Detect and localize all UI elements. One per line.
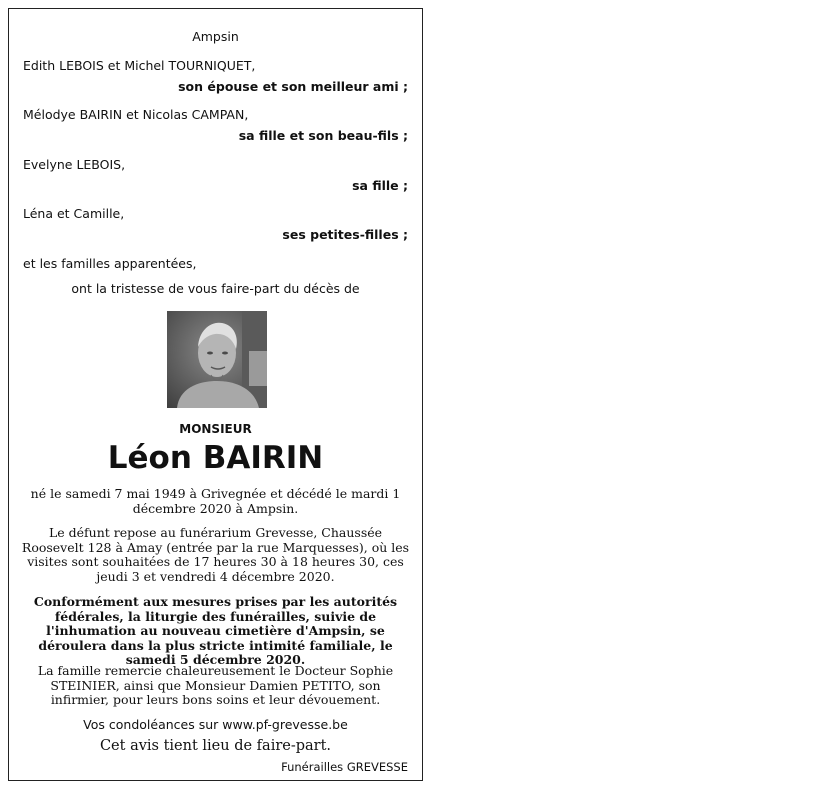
announce-line: ont la tristesse de vous faire-part du décès de xyxy=(71,281,360,296)
family-relation-3: sa fille ; xyxy=(352,178,408,193)
family-relation-2: sa fille et son beau-fils ; xyxy=(238,128,408,143)
thanks-text: La famille remercie chaleureusement le Docteur Sophie STEINIER, ainsi que Monsieur Damien PETITO, son infirmier, pour leurs bons soins et leur dévouement. xyxy=(37,663,394,707)
family-names-1: Edith LEBOIS et Michel TOURNIQUET, xyxy=(23,58,256,73)
family-names-4: Léna et Camille, xyxy=(23,206,125,221)
family-relation-1: son épouse et son meilleur ami ; xyxy=(178,79,408,94)
funeral-home-footer: Funérailles GREVESSE xyxy=(281,760,408,774)
deceased-title: MONSIEUR xyxy=(179,422,252,436)
notice-line: Cet avis tient lieu de faire-part. xyxy=(99,738,332,754)
condolences-line: Vos condoléances sur www.pf-grevesse.be xyxy=(83,717,348,732)
visitation-text: Le défunt repose au funérarium Grevesse, Chaussée Roosevelt 128 à Amay (entrée par la rue Marquesses), où les visites sont souhaitées de 17 heures 30 à 18 heures 30, ces jeudi 3 et vendredi 4 décembre 2020. xyxy=(21,525,410,584)
ceremony-text: Conformément aux mesures prises par les autorités fédérales, la liturgie des funérailles, suivie de l'inhumation au nouveau cimetière d'Ampsin, se déroulera dans la plus stricte intimité familiale, le samedi 5 décembre 2020. xyxy=(33,594,398,667)
family-names-3: Evelyne LEBOIS, xyxy=(23,157,126,172)
birth-death-text: né le samedi 7 mai 1949 à Grivegnée et décédé le mardi 1 décembre 2020 à Ampsin. xyxy=(30,486,401,516)
deceased-portrait-photo xyxy=(167,311,267,408)
deceased-name: Léon BAIRIN xyxy=(107,440,324,476)
families-line: et les familles apparentées, xyxy=(23,256,197,271)
family-relation-4: ses petites-filles ; xyxy=(282,227,408,242)
family-names-2: Mélodye BAIRIN et Nicolas CAMPAN, xyxy=(23,107,249,122)
place-header: Ampsin xyxy=(192,29,239,44)
obituary-card xyxy=(8,8,423,781)
